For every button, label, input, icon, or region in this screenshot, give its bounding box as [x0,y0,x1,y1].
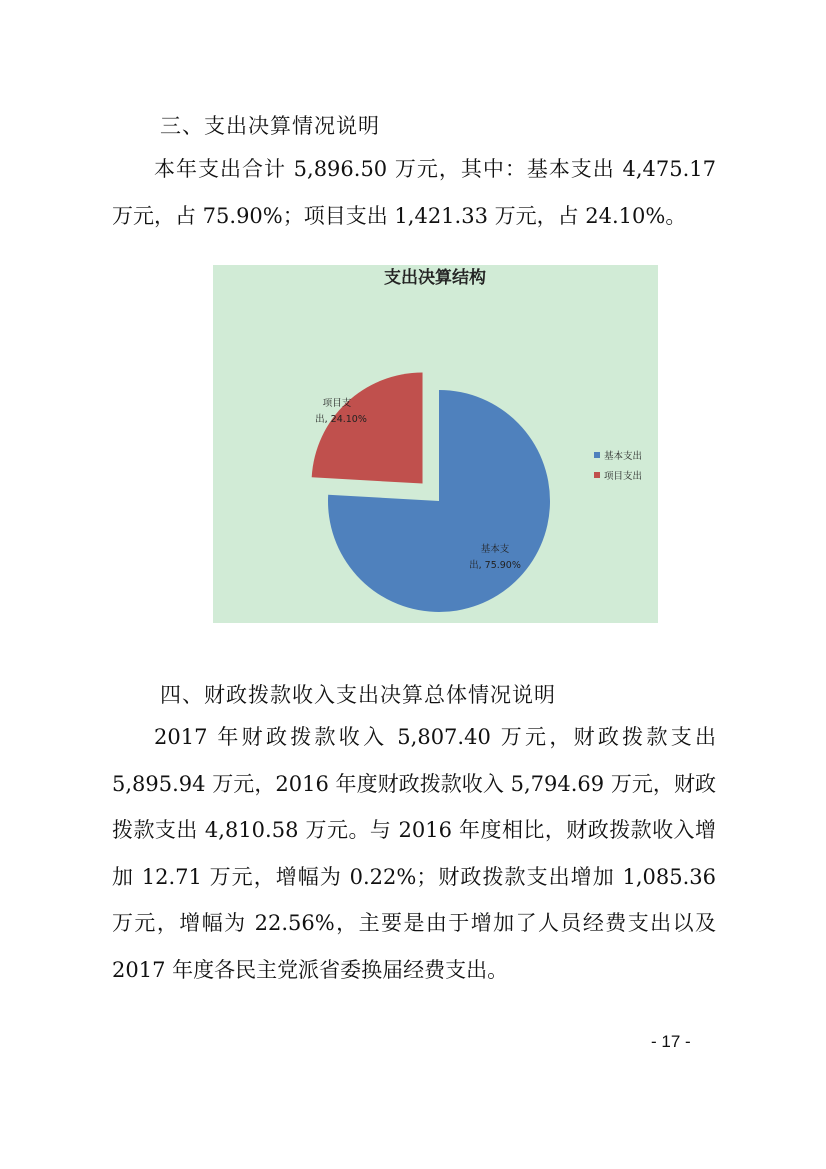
fiscal-appropriation-paragraph: 2017 年财政拨款收入 5,807.40 万元，财政拨款支出 5,895.94 万元，2016 年度财政拨款收入 5,794.69 万元，财政拨款支出 4,810.58 万元。与 2016 年度相比，财政拨款收入增加 12.71 万元，增幅为 0.22%；财政拨款支出增加 1,085.36 万元，增幅为 22.56%，主要是由于增加了人员经费支出以及 2017 年度各民主党派省委换届经费支出。 [112,725,716,982]
section-heading-fiscal-appropriation: 四、财政拨款收入支出决算总体情况说明 [160,683,556,707]
data-label-basic-line1: 基本支 [480,544,510,555]
legend-swatch-project [594,472,600,478]
pie-slice-project-expenditure [312,373,423,484]
expenditure-structure-chart [213,265,658,623]
data-label-basic-line2: 出, 75.90% [469,560,521,571]
page-number: - 17 - [651,1032,691,1051]
pie-chart-svg [213,265,658,623]
legend-label-basic: 基本支出 [604,451,643,462]
chart-legend [594,450,642,482]
expenditure-summary-paragraph: 本年支出合计 5,896.50 万元，其中：基本支出 4,475.17 万元，占 75.90%；项目支出 1,421.33 万元，占 24.10%。 [112,157,716,228]
chart-title: 支出决算结构 [384,268,486,288]
section-heading-expenditure: 三、支出决算情况说明 [160,114,380,138]
data-label-project-line1: 项目支 [322,398,352,409]
legend-swatch-basic [594,452,600,458]
legend-label-project: 项目支出 [604,471,643,482]
data-label-project-line2: 出, 24.10% [315,414,367,425]
